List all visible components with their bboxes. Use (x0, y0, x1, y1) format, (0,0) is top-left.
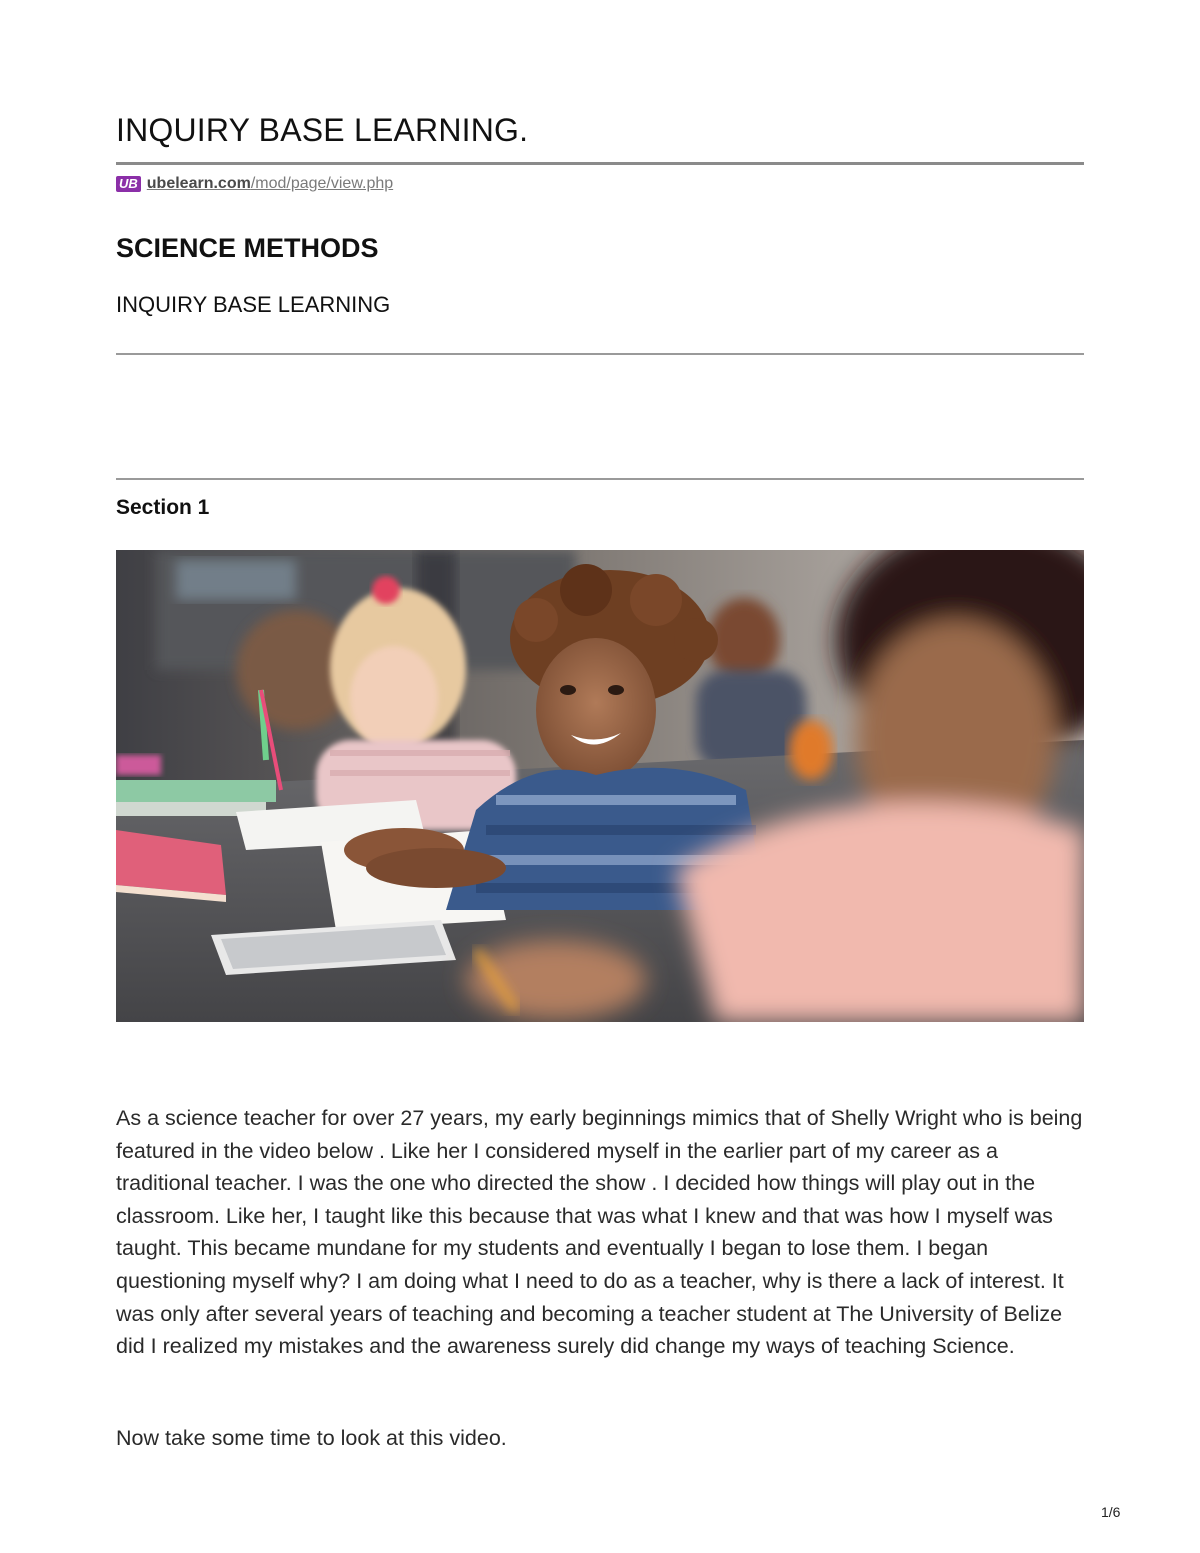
source-path: /mod/page/view.php (250, 175, 394, 192)
section-divider-bottom (116, 478, 1084, 480)
page-number: 1/6 (1101, 1504, 1121, 1520)
course-heading: SCIENCE METHODS (116, 233, 379, 263)
source-link[interactable] (147, 175, 393, 193)
title-divider (116, 162, 1084, 165)
classroom-photo-icon (116, 550, 1084, 1022)
page-subheading: INQUIRY BASE LEARNING (116, 292, 391, 317)
paragraph-2: Now take some time to look at this video. (116, 1426, 507, 1450)
section-label: Section 1 (116, 496, 210, 519)
paragraph-1: As a science teacher for over 27 years, my early beginnings mimics that of Shelly Wright who is being featured in the video below . Like her I considered myself in the earlier part of my career as a traditional teacher. I was the one who directed the show . I decided how things will play out in the classroom. Like her, I taught like this because that was what I knew and that was how I myself was taught. This became mundane for my students and eventually I began to lose them. I began questioning myself why? I am doing what I need to do as a teacher, why is there a lack of interest. It was only after several years of teaching and becoming a teacher student at The University of Belize did I realized my mistakes and the awareness surely did change my ways of teaching Science. (116, 1106, 1083, 1359)
document-title: INQUIRY BASE LEARNING. (116, 112, 529, 148)
source-link-row (116, 175, 393, 193)
section-divider-top (116, 353, 1084, 355)
site-logo-icon: UB (116, 176, 141, 192)
source-domain: ubelearn.com (146, 175, 251, 192)
classroom-photo (116, 550, 1084, 1022)
